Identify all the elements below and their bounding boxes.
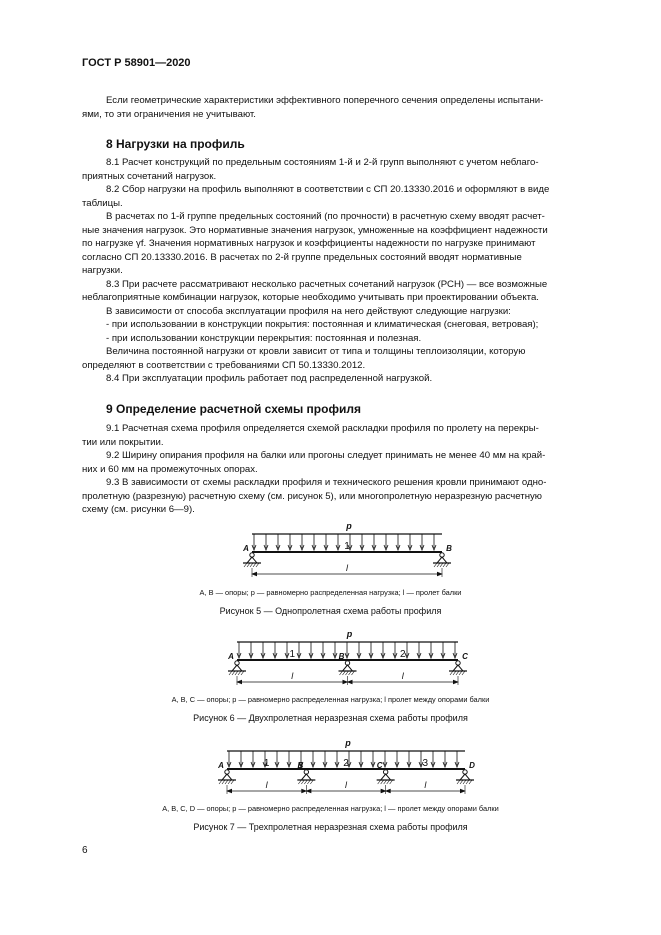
text-line: 9.3 В зависимости от схемы раскладки профиля и технического решения кровли принимают одно-	[106, 477, 547, 488]
figure-5-caption: Рисунок 5 — Однопролетная схема работы профиля	[219, 606, 442, 616]
load-label: p	[346, 521, 352, 531]
figure-7-caption: Рисунок 7 — Трехпролетная неразрезная схема работы профиля	[193, 822, 468, 832]
text-line: таблицы.	[82, 197, 123, 209]
support-triangle	[381, 774, 391, 780]
support-label-C: C	[462, 652, 468, 661]
span-number: 2	[399, 649, 406, 660]
text-line: 9.1 Расчетная схема профиля определяется схемой раскладки профиля по пролету на перекры-	[106, 423, 539, 434]
span-length-label: l	[291, 671, 294, 681]
page-number: 6	[82, 845, 88, 856]
section-9-body	[82, 422, 582, 517]
support-triangle	[343, 665, 353, 671]
support-label-A: A	[228, 652, 234, 661]
support-label-B: B	[338, 652, 345, 661]
support-label-C: C	[376, 761, 383, 770]
dimension-arrow	[227, 789, 232, 793]
load-label: p	[346, 629, 353, 639]
document-header: ГОСТ Р 58901—2020	[82, 57, 191, 69]
text-line: по нагрузке γf. Значения нормативных нагрузок и коэффициенты надежности по нагрузке принимают	[82, 238, 536, 249]
figure-5-diagram	[0, 518, 661, 580]
support-triangle	[232, 665, 242, 671]
text-line: 8.3 При расчете рассматривают несколько расчетных сочетаний нагрузок (РСН) — все возможные	[106, 278, 548, 290]
text-line: 8.1 Расчет конструкций по предельным состояниям 1-й и 2-й групп выполняют с учетом неблаго-	[106, 157, 539, 168]
dimension-arrow	[237, 680, 242, 684]
section-9-title: 9 Определение расчетной схемы профиля	[106, 402, 361, 416]
text-line: определяют в соответствии с требованиями СП 50.13330.2012.	[82, 359, 366, 371]
text-line: 8.2 Сбор нагрузки на профиль выполняют в соответствии с СП 20.13330.2016 и оформляют в виде	[106, 184, 550, 195]
support-label-B: B	[297, 761, 304, 770]
text-line: ные значения нагрузок. Это нормативные значения нагрузок, умноженные на коэффициент надежности	[82, 224, 548, 236]
text-line: 8.4 При эксплуатации профиль работает под распределенной нагрузкой.	[106, 373, 433, 384]
text-line: 9.2 Ширину опирания профиля на балки или прогоны следует принимать не менее 40 мм на край-	[106, 450, 546, 461]
support-label-D: D	[469, 761, 475, 770]
span-number: 2	[343, 758, 349, 769]
span-length-label: l	[424, 780, 427, 790]
span-number: 1	[263, 758, 270, 769]
text-line: - при использовании в конструкции покрытия: постоянная и климатическая (снеговая, ветровая);	[106, 319, 539, 330]
span-length-label: l	[345, 780, 347, 790]
text-line: - при использовании конструкции перекрытия: постоянная и полезная.	[106, 332, 422, 344]
figure-7-legend: A, B, C, D — опоры; p — равномерно распределенная нагрузка; l — пролет между опорами балки	[162, 804, 499, 813]
text-line: Если геометрические характеристики эффективного поперечного сечения определены испытани-	[106, 95, 544, 106]
span-length-label: l	[265, 780, 268, 790]
dimension-arrow	[460, 789, 465, 793]
support-triangle	[222, 774, 232, 780]
support-triangle	[437, 557, 447, 563]
intro-paragraph	[82, 94, 582, 121]
text-line: согласно СП 20.13330.2016. В расчетах по 2-й группе предельных состояний вводят нормативные	[82, 251, 522, 263]
dimension-arrow	[252, 572, 257, 576]
dimension-arrow	[453, 680, 458, 684]
text-line: схему (см. рисунки 6—9).	[82, 504, 195, 515]
figure-6-diagram	[0, 626, 661, 688]
dimension-arrow	[348, 680, 353, 684]
support-label-A: A	[243, 544, 249, 553]
support-triangle	[460, 774, 470, 780]
section-8-title: 8 Нагрузки на профиль	[106, 137, 245, 151]
span-length-label: l	[346, 563, 348, 573]
text-line: В зависимости от способа эксплуатации профиля на него действуют следующие нагрузки:	[106, 305, 511, 317]
figure-7-diagram	[0, 735, 661, 797]
section-8-body	[82, 156, 582, 386]
text-line: пролетную (разрезную) расчетную схему (см. рисунок 5), или многопролетную неразрезную расчетную	[82, 490, 542, 502]
figure-5-legend: A, B — опоры; p — равномерно распределенная нагрузка; l — пролет балки	[199, 588, 462, 597]
support-triangle	[301, 774, 311, 780]
figure-6-caption: Рисунок 6 — Двухпролетная неразрезная схема работы профиля	[193, 713, 468, 723]
text-line: ями, то эти ограничения не учитывают.	[82, 108, 256, 120]
support-triangle	[453, 665, 463, 671]
load-label: p	[345, 738, 351, 748]
text-line: В расчетах по 1-й группе предельных состояний (по прочности) в расчетную схему вводят расчет-	[106, 211, 545, 222]
dimension-arrow	[386, 789, 391, 793]
text-line: приятных сочетаний нагрузок.	[82, 170, 217, 182]
span-number: 3	[422, 758, 429, 769]
span-number: 1	[289, 649, 296, 660]
text-line: неблагоприятные комбинации нагрузок, которые необходимо учитывать при проектировании объекта.	[82, 292, 539, 303]
dimension-arrow	[306, 789, 311, 793]
text-line: них и 60 мм на промежуточных опорах.	[82, 463, 258, 475]
text-line: нагрузки.	[82, 265, 123, 276]
dimension-arrow	[437, 572, 442, 576]
figure-6-legend: A, B, C — опоры; p — равномерно распределенная нагрузка; l пролет между опорами балки	[171, 695, 490, 704]
text-line: тии или покрытии.	[82, 436, 164, 448]
support-triangle	[247, 557, 257, 563]
support-label-A: A	[218, 761, 224, 770]
text-line: Величина постоянной нагрузки от кровли зависит от типа и толщины теплоизоляции, которую	[106, 346, 526, 357]
support-label-B: B	[446, 544, 452, 553]
span-number: 1	[344, 541, 350, 552]
span-length-label: l	[401, 671, 404, 681]
